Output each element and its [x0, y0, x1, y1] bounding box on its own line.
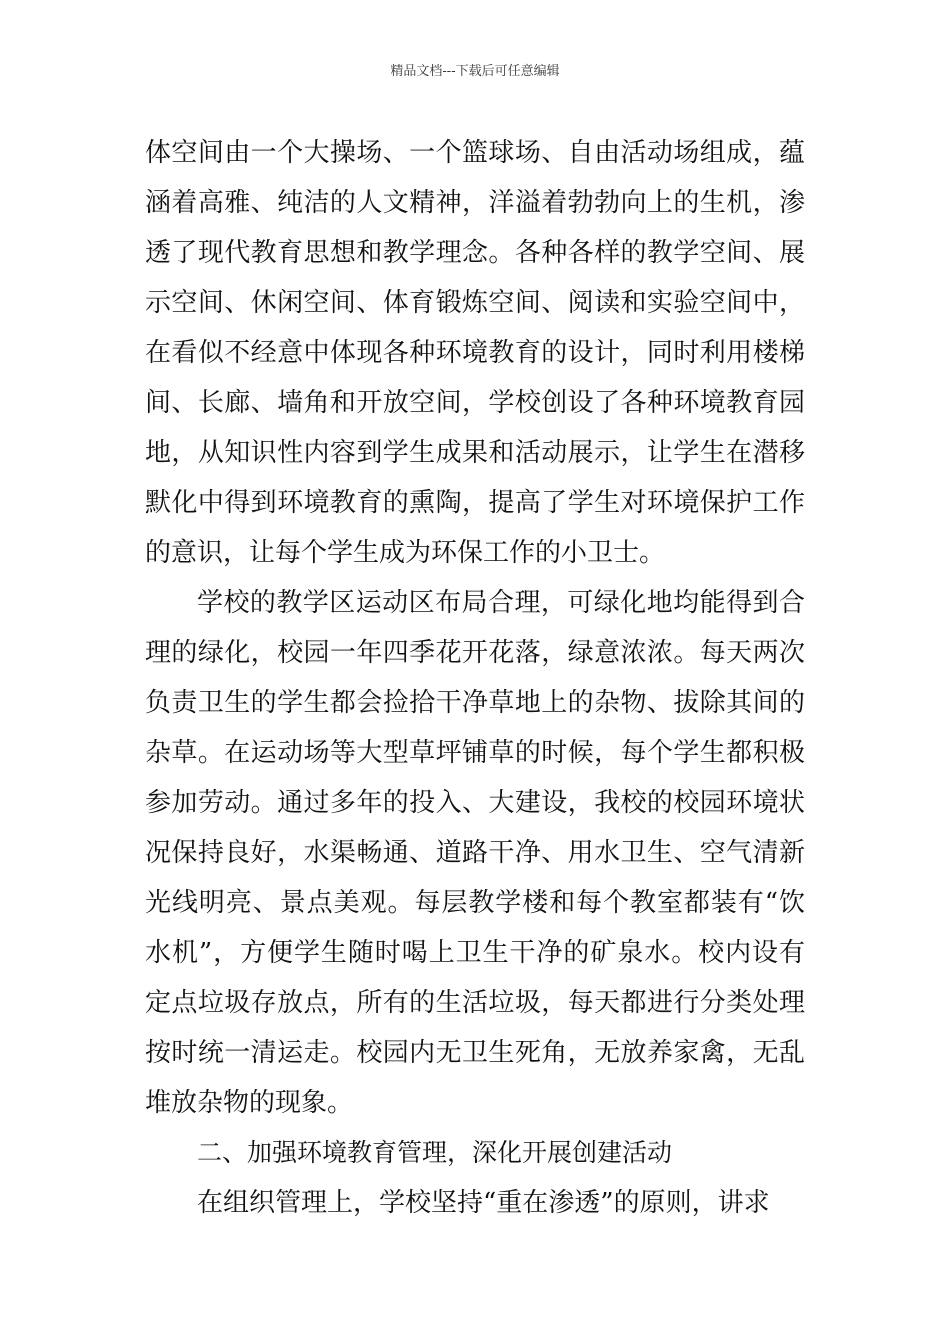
paragraph-1: 体空间由一个大操场、一个篮球场、自由活动场组成，蕴涵着高雅、纯洁的人文精神，洋溢着勃勃向上的生机，渗透了现代教育思想和教学理念。各种各样的教学空间、展示空间、休闲空间、体育锻炼空间、阅读和实验空间中，在看似不经意中体现各种环境教育的设计，同时利用楼梯间、长廊、墙角和开放空间，学校创设了各种环境教育园地，从知识性内容到学生成果和活动展示，让学生在潜移默化中得到环境教育的熏陶，提高了学生对环境保护工作的意识，让每个学生成为环保工作的小卫士。 — [145, 138, 805, 568]
paragraph-3: 在组织管理上，学校坚持“重在渗透”的原则，讲求 — [197, 1188, 770, 1218]
document-body — [145, 128, 805, 1228]
section-heading: 二、加强环境教育管理，深化开展创建活动 — [197, 1138, 673, 1167]
paragraph-2: 学校的教学区运动区布局合理，可绿化地均能得到合理的绿化，校园一年四季花开花落，绿意浓浓。每天两次负责卫生的学生都会捡拾干净草地上的杂物、拔除其间的杂草。在运动场等大型草坪铺草的时候，每个学生都积极参加劳动。通过多年的投入、大建设，我校的校园环境状况保持良好，水渠畅通、道路干净、用水卫生、空气清新光线明亮、景点美观。每层教学楼和每个教室都装有“饮水机”，方便学生随时喝上卫生干净的矿泉水。校内设有定点垃圾存放点，所有的生活垃圾，每天都进行分类处理按时统一清运走。校园内无卫生死角，无放养家禽，无乱堆放杂物的现象。 — [145, 588, 805, 1118]
page-header: 精品文档---下载后可任意编辑 — [390, 64, 560, 79]
